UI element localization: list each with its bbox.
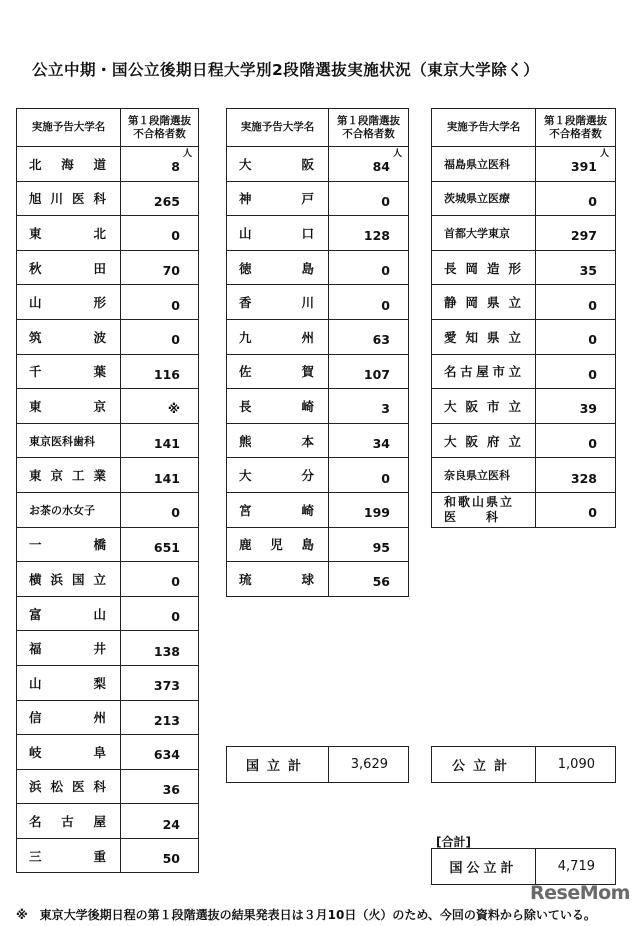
- public-total-label: 公立計: [432, 747, 536, 783]
- university-name: 大阪市立: [432, 389, 536, 424]
- rejected-count-value: 116: [153, 366, 180, 382]
- university-name: 愛知県立: [432, 319, 536, 354]
- table-row: [17, 527, 199, 562]
- rejected-count-value: 0: [588, 505, 597, 521]
- table-row: [227, 423, 409, 458]
- university-name: 東京医科歯科: [17, 423, 121, 458]
- university-name: 福島県立医科: [432, 147, 536, 182]
- table-row: [17, 389, 199, 424]
- table-row: [227, 492, 409, 527]
- rejected-count-value: 138: [153, 643, 180, 659]
- rejected-count-value: 107: [363, 366, 390, 382]
- rejected-count: [121, 735, 199, 770]
- university-name: 東京工業: [17, 458, 121, 493]
- rejected-count-value: 0: [381, 263, 390, 279]
- rejected-count: [536, 389, 616, 424]
- university-table-2: [226, 108, 409, 597]
- rejected-count-value: 141: [153, 470, 180, 486]
- table-row: [17, 285, 199, 320]
- table-row: [227, 285, 409, 320]
- rejected-count-value: 0: [381, 193, 390, 209]
- university-name: 名古屋市立: [432, 354, 536, 389]
- rejected-count: [121, 596, 199, 631]
- rejected-count-value: 265: [153, 193, 180, 209]
- table-row: [17, 181, 199, 216]
- table-row: [432, 147, 616, 182]
- table-row: [17, 147, 199, 182]
- public-total-box: [431, 746, 616, 783]
- table-row: [17, 250, 199, 285]
- national-total-box: [226, 746, 409, 783]
- rejected-count-value: 84: [372, 159, 390, 175]
- table-row: [227, 354, 409, 389]
- table-row: [17, 562, 199, 597]
- table-row: [432, 216, 616, 251]
- rejected-count: [121, 631, 199, 666]
- rejected-count-value: 373: [153, 678, 180, 694]
- header-rejected-count: 第１段階選抜 不合格者数: [329, 109, 409, 147]
- university-name: 信州: [17, 700, 121, 735]
- university-name: 大阪府立: [432, 423, 536, 458]
- university-name: 大阪: [227, 147, 329, 182]
- university-name: 長岡造形: [432, 250, 536, 285]
- university-name: お茶の水女子: [17, 492, 121, 527]
- rejected-count: [329, 458, 409, 493]
- rejected-count-value: 0: [381, 470, 390, 486]
- grand-total-value: 4,719: [536, 849, 616, 885]
- table-row: [17, 319, 199, 354]
- table-row: [227, 250, 409, 285]
- university-name: 旭川医科: [17, 181, 121, 216]
- university-name: 徳島: [227, 250, 329, 285]
- university-name: 横浜国立: [17, 562, 121, 597]
- rejected-count-value: 50: [162, 851, 180, 867]
- table-row: [432, 250, 616, 285]
- rejected-count: [121, 354, 199, 389]
- table-row: [227, 389, 409, 424]
- rejected-count-value: 34: [372, 436, 390, 452]
- university-name: 鹿児島: [227, 527, 329, 562]
- rejected-count-value: 70: [162, 263, 180, 279]
- public-total-value: 1,090: [536, 747, 616, 783]
- rejected-count-value: 0: [171, 505, 180, 521]
- rejected-count-value: 128: [363, 228, 390, 244]
- rejected-count: [329, 147, 409, 182]
- rejected-count: [536, 319, 616, 354]
- rejected-count: [536, 423, 616, 458]
- rejected-count: [121, 769, 199, 804]
- table-row: [432, 285, 616, 320]
- university-name: 佐賀: [227, 354, 329, 389]
- rejected-count: [121, 423, 199, 458]
- table-row: [17, 735, 199, 770]
- university-name: 香川: [227, 285, 329, 320]
- university-name-line2: 医 科: [444, 509, 501, 524]
- university-name: 秋田: [17, 250, 121, 285]
- rejected-count-value: 0: [588, 297, 597, 313]
- footnote: ※ 東京大学後期日程の第１段階選抜の結果発表日は３月10日（火）のため、今回の資料から除いている。: [16, 908, 596, 922]
- unit-label: 人: [599, 149, 609, 159]
- rejected-count: [121, 250, 199, 285]
- university-name: 北海道: [17, 147, 121, 182]
- university-table-3: [431, 108, 616, 528]
- table-row: [227, 458, 409, 493]
- university-name: 福井: [17, 631, 121, 666]
- table-row: [17, 804, 199, 839]
- rejected-count-value: 3: [381, 401, 390, 417]
- university-name: 茨城県立医療: [432, 181, 536, 216]
- table-row: [17, 216, 199, 251]
- university-name: 富山: [17, 596, 121, 631]
- header-university-name: 実施予告大学名: [227, 109, 329, 147]
- rejected-count: [121, 562, 199, 597]
- university-name: 名古屋: [17, 804, 121, 839]
- rejected-count-value: 35: [579, 263, 597, 279]
- rejected-count-value: 56: [372, 574, 390, 590]
- rejected-count: [329, 389, 409, 424]
- rejected-count-value: 651: [153, 539, 180, 555]
- table-row: [432, 354, 616, 389]
- university-name: [432, 492, 536, 527]
- university-table-1: [16, 108, 199, 873]
- table-row: [17, 492, 199, 527]
- rejected-count: [121, 665, 199, 700]
- table-row: [17, 769, 199, 804]
- rejected-count: [121, 804, 199, 839]
- rejected-count: [536, 181, 616, 216]
- university-name: 東京: [17, 389, 121, 424]
- university-name: 宮崎: [227, 492, 329, 527]
- rejected-count: [121, 458, 199, 493]
- table-row: [17, 838, 199, 873]
- rejected-count: [121, 700, 199, 735]
- table-row: [17, 458, 199, 493]
- rejected-count: [121, 389, 199, 424]
- rejected-count: [536, 285, 616, 320]
- rejected-count: [329, 285, 409, 320]
- rejected-count-value: 39: [579, 401, 597, 417]
- rejected-count-value: 0: [588, 436, 597, 452]
- university-name: 長崎: [227, 389, 329, 424]
- national-total-value: 3,629: [329, 747, 409, 783]
- university-name: 神戸: [227, 181, 329, 216]
- table-row: [17, 665, 199, 700]
- rejected-count-value: 63: [372, 332, 390, 348]
- rejected-count: [536, 354, 616, 389]
- rejected-count-value: 36: [162, 781, 180, 797]
- table-row: [227, 147, 409, 182]
- rejected-count: [329, 181, 409, 216]
- table-row: [227, 319, 409, 354]
- university-name: 山梨: [17, 665, 121, 700]
- university-name: 一橋: [17, 527, 121, 562]
- rejected-count-value: 0: [588, 332, 597, 348]
- rejected-count-value: 199: [363, 505, 390, 521]
- header-rejected-count: 第１段階選抜 不合格者数: [121, 109, 199, 147]
- university-name: 筑波: [17, 319, 121, 354]
- rejected-count-value: 95: [372, 539, 390, 555]
- table-row: [17, 596, 199, 631]
- university-name: 九州: [227, 319, 329, 354]
- university-name-line1: 和歌山県立: [444, 494, 515, 509]
- university-name: 東北: [17, 216, 121, 251]
- rejected-count: [536, 216, 616, 251]
- rejected-count-value: 0: [171, 609, 180, 625]
- rejected-count-value: 141: [153, 436, 180, 452]
- table-row: [17, 354, 199, 389]
- university-name: 熊本: [227, 423, 329, 458]
- rejected-count: [329, 527, 409, 562]
- rejected-count-value: 297: [570, 228, 597, 244]
- rejected-count: [121, 147, 199, 182]
- rejected-count: [329, 492, 409, 527]
- table-row: [227, 527, 409, 562]
- rejected-count: [329, 354, 409, 389]
- rejected-count-value: 213: [153, 712, 180, 728]
- university-name: 静岡県立: [432, 285, 536, 320]
- table-row: [17, 423, 199, 458]
- rejected-count-value: ※: [167, 401, 180, 417]
- university-name: 岐阜: [17, 735, 121, 770]
- rejected-count-value: 328: [570, 470, 597, 486]
- rejected-count: [121, 216, 199, 251]
- rejected-count-value: 634: [153, 747, 180, 763]
- rejected-count: [121, 285, 199, 320]
- rejected-count-value: 8: [171, 159, 180, 175]
- page-title: 公立中期・国公立後期日程大学別2段階選抜実施状況（東京大学除く）: [32, 61, 540, 79]
- table-row: [227, 562, 409, 597]
- rejected-count: [536, 492, 616, 527]
- rejected-count: [329, 250, 409, 285]
- table-row: [432, 389, 616, 424]
- table-row: [432, 423, 616, 458]
- unit-label: 人: [392, 149, 402, 159]
- table-row: [17, 631, 199, 666]
- table-row: [432, 458, 616, 493]
- university-name: 琉球: [227, 562, 329, 597]
- header-university-name: 実施予告大学名: [17, 109, 121, 147]
- rejected-count: [121, 527, 199, 562]
- university-name: 千葉: [17, 354, 121, 389]
- rejected-count-value: 0: [588, 193, 597, 209]
- grand-total-box: [431, 848, 616, 885]
- national-total-label: 国立計: [227, 747, 329, 783]
- table-row: [432, 319, 616, 354]
- university-name: 山形: [17, 285, 121, 320]
- rejected-count: [121, 319, 199, 354]
- university-name: 浜松医科: [17, 769, 121, 804]
- university-name: 首都大学東京: [432, 216, 536, 251]
- table-row: [432, 181, 616, 216]
- rejected-count: [329, 216, 409, 251]
- rejected-count-value: 0: [171, 228, 180, 244]
- rejected-count-value: 0: [171, 574, 180, 590]
- university-name: 大分: [227, 458, 329, 493]
- unit-label: 人: [182, 149, 192, 159]
- table-row: [432, 492, 616, 527]
- rejected-count: [329, 562, 409, 597]
- university-name: 山口: [227, 216, 329, 251]
- table-row: [17, 700, 199, 735]
- grand-total-label: 国公立計: [432, 849, 536, 885]
- rejected-count: [121, 181, 199, 216]
- rejected-count: [536, 458, 616, 493]
- rejected-count: [121, 492, 199, 527]
- university-name: 三重: [17, 838, 121, 873]
- rejected-count: [121, 838, 199, 873]
- rejected-count: [329, 319, 409, 354]
- rejected-count-value: 391: [570, 159, 597, 175]
- table-row: [227, 181, 409, 216]
- rejected-count-value: 0: [381, 297, 390, 313]
- rejected-count: [536, 147, 616, 182]
- table-row: [227, 216, 409, 251]
- university-name: 奈良県立医科: [432, 458, 536, 493]
- grand-total-heading: [合計]: [436, 835, 471, 849]
- resemom-logo: ReseMom: [530, 882, 630, 904]
- rejected-count: [536, 250, 616, 285]
- rejected-count-value: 24: [162, 816, 180, 832]
- rejected-count-value: 0: [588, 366, 597, 382]
- rejected-count-value: 0: [171, 332, 180, 348]
- rejected-count: [329, 423, 409, 458]
- header-rejected-count: 第１段階選抜 不合格者数: [536, 109, 616, 147]
- rejected-count-value: 0: [171, 297, 180, 313]
- header-university-name: 実施予告大学名: [432, 109, 536, 147]
